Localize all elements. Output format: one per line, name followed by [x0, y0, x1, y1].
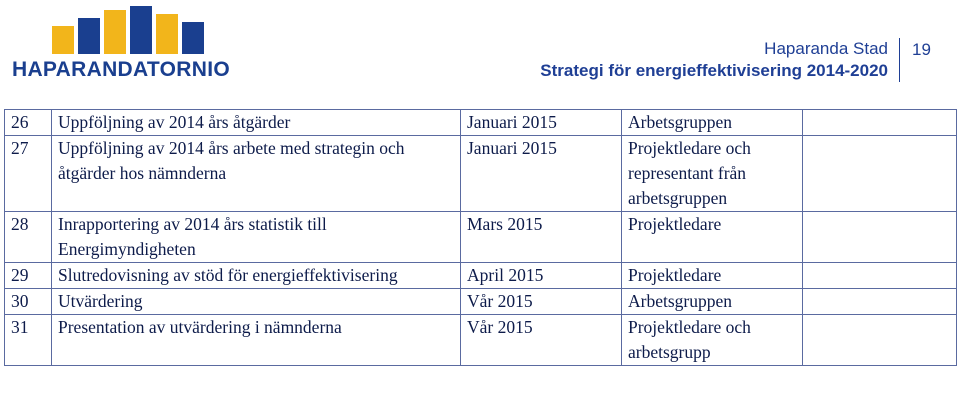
row-activity: Uppföljning av 2014 års åtgärder	[52, 110, 461, 136]
row-activity: Presentation av utvärdering i nämnderna	[52, 315, 461, 366]
page-header	[540, 38, 888, 82]
row-date: Vår 2015	[461, 315, 622, 366]
row-activity: Utvärdering	[52, 289, 461, 315]
document-title: Strategi för energieffektivisering 2014-2020	[540, 61, 888, 80]
row-date: Januari 2015	[461, 110, 622, 136]
row-date: Januari 2015	[461, 136, 622, 212]
logo-word-tornio: TORNIO	[146, 58, 231, 81]
action-plan-table	[4, 109, 957, 366]
haparanda-tornio-logo	[12, 6, 244, 82]
row-responsible: Projektledare	[622, 263, 803, 289]
row-date: Vår 2015	[461, 289, 622, 315]
row-number: 30	[5, 289, 52, 315]
row-activity: Inrapportering av 2014 års statistik till Energimyndigheten	[52, 212, 461, 263]
logo-wordmark	[12, 58, 230, 82]
row-activity: Slutredovisning av stöd för energieffektivisering	[52, 263, 461, 289]
table-row	[5, 136, 957, 212]
row-date: Mars 2015	[461, 212, 622, 263]
page-number: 19	[912, 40, 931, 59]
row-number: 31	[5, 315, 52, 366]
row-empty-cell	[803, 289, 957, 315]
logo-word-haparanda: HAPARANDA	[12, 58, 147, 81]
row-responsible: Arbetsgruppen	[622, 110, 803, 136]
header-divider	[899, 38, 900, 82]
row-empty-cell	[803, 110, 957, 136]
row-empty-cell	[803, 136, 957, 212]
table-row	[5, 263, 957, 289]
row-responsible: Projektledare och representant från arbetsgruppen	[622, 136, 803, 212]
table-row	[5, 110, 957, 136]
row-number: 26	[5, 110, 52, 136]
row-responsible: Projektledare	[622, 212, 803, 263]
row-empty-cell	[803, 212, 957, 263]
table-row	[5, 315, 957, 366]
table-row	[5, 212, 957, 263]
row-responsible: Arbetsgruppen	[622, 289, 803, 315]
row-number: 27	[5, 136, 52, 212]
table-row	[5, 289, 957, 315]
row-empty-cell	[803, 263, 957, 289]
row-number: 29	[5, 263, 52, 289]
row-responsible: Projektledare och arbetsgrupp	[622, 315, 803, 366]
row-number: 28	[5, 212, 52, 263]
row-empty-cell	[803, 315, 957, 366]
row-date: April 2015	[461, 263, 622, 289]
row-activity: Uppföljning av 2014 års arbete med strategin och åtgärder hos nämnderna	[52, 136, 461, 212]
organization-name: Haparanda Stad	[764, 39, 888, 58]
logo-bars-icon	[52, 6, 212, 54]
